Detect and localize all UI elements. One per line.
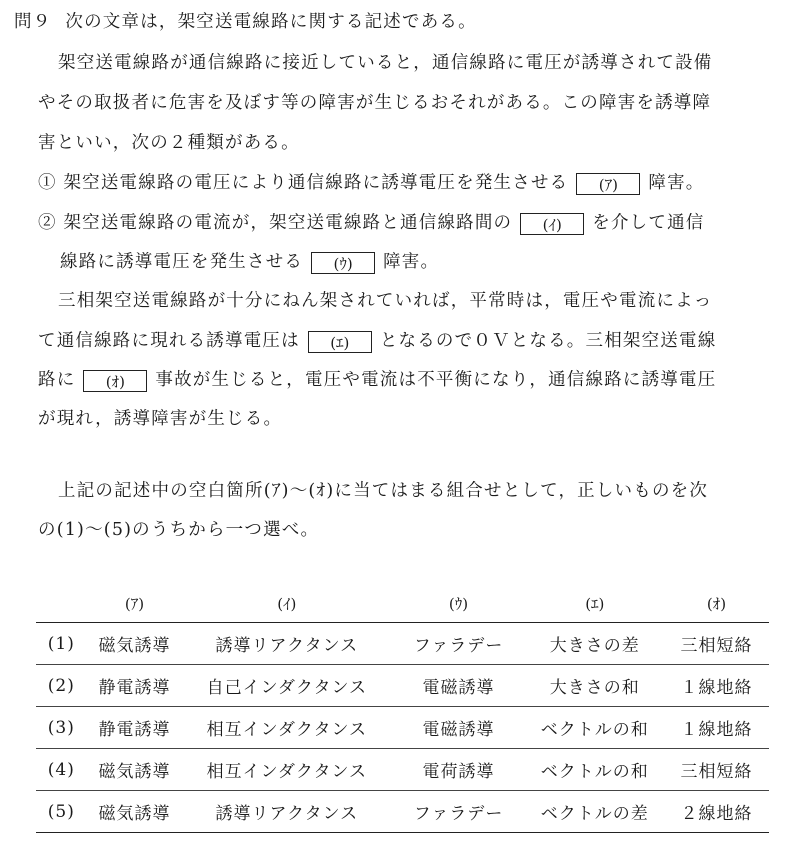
blank-i-box: (ｲ) (520, 213, 584, 235)
option-a: 磁気誘導 (87, 623, 183, 665)
option-i: 相互インダクタンス (182, 707, 391, 749)
option-number: (4) (36, 749, 87, 791)
option-e: 大きさの差 (526, 623, 664, 665)
option-number: (3) (36, 707, 87, 749)
option-e: ベクトルの和 (526, 749, 664, 791)
instruction-line-2: の(1)～(5)のうちから一つ選べ。 (38, 520, 320, 540)
passage-line-5 (38, 211, 704, 235)
blank-e-box: (ｴ) (308, 331, 372, 353)
option-number: (5) (36, 791, 87, 833)
table-row (36, 791, 769, 833)
passage-line-1: 架空送電線路が通信線路に接近していると，通信線路に電圧が誘導されて設備 (58, 53, 713, 73)
header-o: (ｵ) (664, 584, 769, 623)
item-2-cont-tail: 障害。 (383, 252, 440, 272)
table-header-row (36, 584, 769, 623)
header-e: (ｴ) (526, 584, 664, 623)
option-o: １線地絡 (664, 665, 769, 707)
passage-line-8 (38, 329, 716, 353)
option-i: 自己インダクタンス (182, 665, 391, 707)
table-row (36, 623, 769, 665)
table-row (36, 749, 769, 791)
option-a: 磁気誘導 (87, 791, 183, 833)
option-a: 静電誘導 (87, 707, 183, 749)
passage-line-10: が現れ，誘導障害が生じる。 (38, 409, 283, 429)
passage-line-2: やその取扱者に危害を及ぼす等の障害が生じるおそれがある。この障害を誘導障 (38, 93, 712, 113)
item-1-tail: 障害。 (648, 173, 705, 193)
option-u: 電荷誘導 (391, 749, 525, 791)
option-a: 磁気誘導 (87, 749, 183, 791)
option-number: (2) (36, 665, 87, 707)
header-u: (ｳ) (391, 584, 525, 623)
question-heading (14, 10, 477, 34)
blank-a-box: (ｱ) (576, 173, 640, 195)
passage-line-8-head: て通信線路に現れる誘導電圧は (38, 331, 300, 351)
option-u: 電磁誘導 (391, 665, 525, 707)
option-i: 誘導リアクタンス (182, 791, 391, 833)
option-i: 誘導リアクタンス (182, 623, 391, 665)
item-2-tail: を介して通信 (592, 213, 705, 233)
option-a: 静電誘導 (87, 665, 183, 707)
table-row (36, 665, 769, 707)
passage-line-8-tail: となるので０Ｖとなる。三相架空送電線 (379, 331, 717, 351)
question-intro: 次の文章は，架空送電線路に関する記述である。 (65, 12, 477, 32)
passage-line-9 (38, 368, 716, 392)
instruction-line-1: 上記の記述中の空白箇所(ｱ)～(ｵ)に当てはまる組合せとして，正しいものを次 (58, 481, 709, 501)
passage-line-3: 害といい，次の２種類がある。 (38, 133, 300, 153)
item-2-text: ② 架空送電線路の電流が，架空送電線路と通信線路間の (38, 213, 513, 233)
table-row (36, 707, 769, 749)
option-o: 三相短絡 (664, 749, 769, 791)
blank-o-box: (ｵ) (83, 370, 147, 392)
option-i: 相互インダクタンス (182, 749, 391, 791)
blank-u-box: (ｳ) (311, 252, 375, 274)
item-2-cont: 線路に誘導電圧を発生させる (60, 252, 304, 272)
passage-line-4 (38, 171, 704, 195)
item-1-text: ① 架空送電線路の電圧により通信線路に誘導電圧を発生させる (38, 173, 569, 193)
option-u: ファラデー (391, 791, 525, 833)
header-i: (ｲ) (182, 584, 391, 623)
option-e: ベクトルの和 (526, 707, 664, 749)
passage-line-7: 三相架空送電線路が十分にねん架されていれば，平常時は，電圧や電流によっ (58, 291, 713, 311)
header-number (36, 584, 87, 623)
options-table (36, 584, 769, 833)
option-o: １線地絡 (664, 707, 769, 749)
option-number: (1) (36, 623, 87, 665)
question-number: 問９ (14, 12, 52, 32)
header-a: (ｱ) (87, 584, 183, 623)
option-u: ファラデー (391, 623, 525, 665)
option-o: 三相短絡 (664, 623, 769, 665)
option-e: ベクトルの差 (526, 791, 664, 833)
passage-line-9-head: 路に (38, 370, 76, 390)
passage-line-9-tail: 事故が生じると，電圧や電流は不平衡になり，通信線路に誘導電圧 (155, 370, 717, 390)
option-u: 電磁誘導 (391, 707, 525, 749)
option-o: ２線地絡 (664, 791, 769, 833)
option-e: 大きさの和 (526, 665, 664, 707)
passage-line-6 (60, 250, 439, 274)
